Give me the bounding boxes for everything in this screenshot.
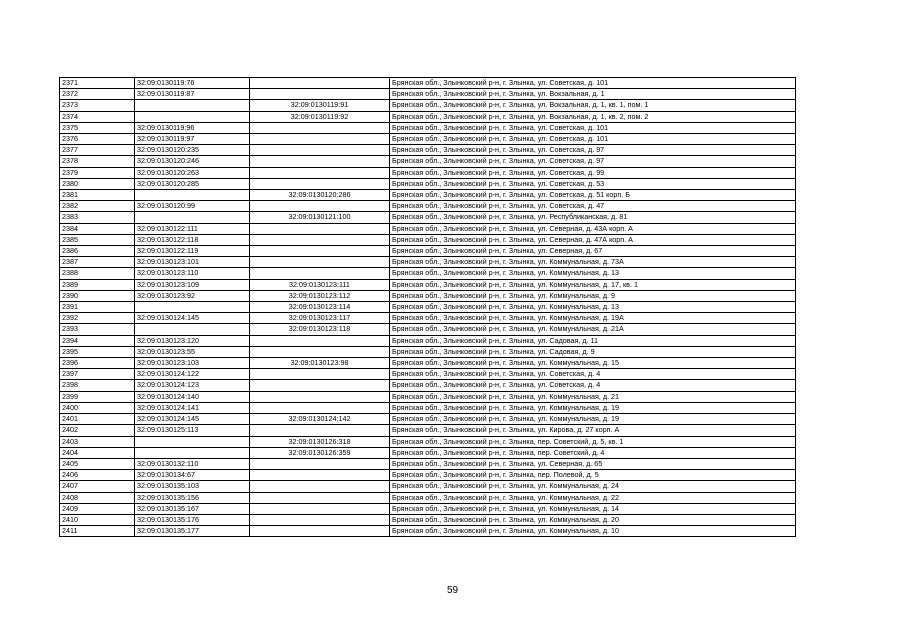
- table-row: [60, 346, 796, 357]
- table-row: [60, 100, 796, 111]
- row-number-cell: 2405: [60, 458, 135, 469]
- table-row: [60, 167, 796, 178]
- related-cadastral-number-cell: 32:09:0130124:142: [250, 414, 390, 425]
- related-cadastral-number-cell: [250, 223, 390, 234]
- related-cadastral-number-cell: [250, 503, 390, 514]
- related-cadastral-number-cell: 32:09:0130123:118: [250, 324, 390, 335]
- address-cell: Брянская обл., Злынковский р-н, г. Злынка, ул. Советская, д. 4: [390, 369, 796, 380]
- address-cell: Брянская обл., Злынковский р-н, г. Злынка, ул. Коммунальная, д. 19А: [390, 313, 796, 324]
- cadastral-number-cell: [135, 100, 250, 111]
- cadastral-number-cell: 32:09:0130124:141: [135, 402, 250, 413]
- row-number-cell: 2380: [60, 178, 135, 189]
- related-cadastral-number-cell: [250, 145, 390, 156]
- table-row: [60, 302, 796, 313]
- cadastral-number-cell: 32:09:0130119:76: [135, 78, 250, 89]
- address-cell: Брянская обл., Злынковский р-н, г. Злынка, пер. Советский, д. 4: [390, 447, 796, 458]
- cadastral-number-cell: 32:09:0130120:99: [135, 201, 250, 212]
- cadastral-number-cell: 32:09:0130119:87: [135, 89, 250, 100]
- table-row: [60, 223, 796, 234]
- table-row: [60, 89, 796, 100]
- row-number-cell: 2396: [60, 358, 135, 369]
- related-cadastral-number-cell: [250, 470, 390, 481]
- table-row: [60, 369, 796, 380]
- row-number-cell: 2391: [60, 302, 135, 313]
- table-row: [60, 447, 796, 458]
- cadastral-number-cell: 32:09:0130122:119: [135, 246, 250, 257]
- cadastral-number-cell: 32:09:0130119:97: [135, 134, 250, 145]
- table-row: [60, 279, 796, 290]
- table-row: [60, 358, 796, 369]
- registry-table: [59, 77, 796, 537]
- related-cadastral-number-cell: [250, 425, 390, 436]
- related-cadastral-number-cell: [250, 458, 390, 469]
- cadastral-number-cell: 32:09:0130135:156: [135, 492, 250, 503]
- address-cell: Брянская обл., Злынковский р-н, г. Злынка, ул. Коммунальная, д. 15: [390, 358, 796, 369]
- address-cell: Брянская обл., Злынковский р-н, г. Злынка, ул. Коммунальная, д. 24: [390, 481, 796, 492]
- address-cell: Брянская обл., Злынковский р-н, г. Злынка, ул. Вокзальная, д. 1, кв. 1, пом. 1: [390, 100, 796, 111]
- address-cell: Брянская обл., Злынковский р-н, г. Злынка, ул. Советская, д. 97: [390, 145, 796, 156]
- row-number-cell: 2404: [60, 447, 135, 458]
- cadastral-number-cell: [135, 447, 250, 458]
- address-cell: Брянская обл., Злынковский р-н, г. Злынка, ул. Северная, д. 43А корп. А: [390, 223, 796, 234]
- table-row: [60, 436, 796, 447]
- address-cell: Брянская обл., Злынковский р-н, г. Злынка, ул. Коммунальная, д. 21: [390, 391, 796, 402]
- table-row: [60, 391, 796, 402]
- table-row: [60, 425, 796, 436]
- table-row: [60, 156, 796, 167]
- cadastral-number-cell: 32:09:0130120:235: [135, 145, 250, 156]
- related-cadastral-number-cell: 32:09:0130126:359: [250, 447, 390, 458]
- table-row: [60, 481, 796, 492]
- cadastral-number-cell: 32:09:0130120:285: [135, 178, 250, 189]
- row-number-cell: 2371: [60, 78, 135, 89]
- address-cell: Брянская обл., Злынковский р-н, г. Злынка, ул. Садовая, д. 11: [390, 335, 796, 346]
- table-row: [60, 257, 796, 268]
- row-number-cell: 2385: [60, 234, 135, 245]
- row-number-cell: 2381: [60, 190, 135, 201]
- page-number: 59: [446, 585, 459, 596]
- related-cadastral-number-cell: [250, 201, 390, 212]
- table-row: [60, 111, 796, 122]
- address-cell: Брянская обл., Злынковский р-н, г. Злынка, ул. Советская, д. 101: [390, 78, 796, 89]
- row-number-cell: 2379: [60, 167, 135, 178]
- address-cell: Брянская обл., Злынковский р-н, г. Злынка, пер. Полевой, д. 5: [390, 470, 796, 481]
- address-cell: Брянская обл., Злынковский р-н, г. Злынка, ул. Садовая, д. 9: [390, 346, 796, 357]
- address-cell: Брянская обл., Злынковский р-н, г. Злынка, ул. Коммунальная, д. 20: [390, 514, 796, 525]
- address-cell: Брянская обл., Злынковский р-н, г. Злынка, ул. Коммунальная, д. 73А: [390, 257, 796, 268]
- cadastral-number-cell: 32:09:0130134:67: [135, 470, 250, 481]
- related-cadastral-number-cell: [250, 391, 390, 402]
- related-cadastral-number-cell: 32:09:0130123:98: [250, 358, 390, 369]
- table-row: [60, 122, 796, 133]
- table-row: [60, 335, 796, 346]
- address-cell: Брянская обл., Злынковский р-н, г. Злынка, ул. Вокзальная, д. 1: [390, 89, 796, 100]
- row-number-cell: 2390: [60, 290, 135, 301]
- table-row: [60, 246, 796, 257]
- row-number-cell: 2394: [60, 335, 135, 346]
- row-number-cell: 2409: [60, 503, 135, 514]
- cadastral-number-cell: 32:09:0130135:177: [135, 526, 250, 537]
- address-cell: Брянская обл., Злынковский р-н, г. Злынка, ул. Коммунальная, д. 14: [390, 503, 796, 514]
- address-cell: Брянская обл., Злынковский р-н, г. Злынка, ул. Советская, д. 53: [390, 178, 796, 189]
- address-cell: Брянская обл., Злынковский р-н, г. Злынка, ул. Коммунальная, д. 22: [390, 492, 796, 503]
- address-cell: Брянская обл., Злынковский р-н, г. Злынка, ул. Коммунальная, д. 10: [390, 526, 796, 537]
- registry-table-body: [60, 78, 796, 537]
- row-number-cell: 2397: [60, 369, 135, 380]
- address-cell: Брянская обл., Злынковский р-н, г. Злынка, ул. Советская, д. 101: [390, 122, 796, 133]
- row-number-cell: 2384: [60, 223, 135, 234]
- address-cell: Брянская обл., Злынковский р-н, г. Злынка, ул. Советская, д. 101: [390, 134, 796, 145]
- address-cell: Брянская обл., Злынковский р-н, г. Злынка, ул. Кирова, д. 27 корп. А: [390, 425, 796, 436]
- address-cell: Брянская обл., Злынковский р-н, г. Злынка, ул. Советская, д. 51 корп. Б: [390, 190, 796, 201]
- table-row: [60, 492, 796, 503]
- related-cadastral-number-cell: [250, 492, 390, 503]
- cadastral-number-cell: [135, 436, 250, 447]
- row-number-cell: 2373: [60, 100, 135, 111]
- cadastral-number-cell: 32:09:0130122:111: [135, 223, 250, 234]
- row-number-cell: 2401: [60, 414, 135, 425]
- table-row: [60, 145, 796, 156]
- address-cell: Брянская обл., Злынковский р-н, г. Злынка, ул. Республиканская, д. 81: [390, 212, 796, 223]
- cadastral-number-cell: 32:09:0130135:167: [135, 503, 250, 514]
- cadastral-number-cell: 32:09:0130124:122: [135, 369, 250, 380]
- row-number-cell: 2410: [60, 514, 135, 525]
- table-row: [60, 290, 796, 301]
- address-cell: Брянская обл., Злынковский р-н, г. Злынка, ул. Коммунальная, д. 9: [390, 290, 796, 301]
- cadastral-number-cell: [135, 302, 250, 313]
- row-number-cell: 2382: [60, 201, 135, 212]
- row-number-cell: 2387: [60, 257, 135, 268]
- row-number-cell: 2392: [60, 313, 135, 324]
- row-number-cell: 2375: [60, 122, 135, 133]
- related-cadastral-number-cell: 32:09:0130119:91: [250, 100, 390, 111]
- related-cadastral-number-cell: 32:09:0130123:114: [250, 302, 390, 313]
- related-cadastral-number-cell: [250, 346, 390, 357]
- row-number-cell: 2378: [60, 156, 135, 167]
- related-cadastral-number-cell: 32:09:0130123:111: [250, 279, 390, 290]
- cadastral-number-cell: [135, 324, 250, 335]
- address-cell: Брянская обл., Злынковский р-н, г. Злынка, ул. Коммунальная, д. 19: [390, 402, 796, 413]
- row-number-cell: 2376: [60, 134, 135, 145]
- table-row: [60, 178, 796, 189]
- related-cadastral-number-cell: [250, 268, 390, 279]
- related-cadastral-number-cell: [250, 89, 390, 100]
- cadastral-number-cell: [135, 212, 250, 223]
- cadastral-number-cell: 32:09:0130123:120: [135, 335, 250, 346]
- related-cadastral-number-cell: [250, 122, 390, 133]
- address-cell: Брянская обл., Злынковский р-н, г. Злынка, ул. Коммунальная, д. 21А: [390, 324, 796, 335]
- address-cell: Брянская обл., Злынковский р-н, г. Злынка, ул. Советская, д. 47: [390, 201, 796, 212]
- cadastral-number-cell: 32:09:0130122:118: [135, 234, 250, 245]
- row-number-cell: 2388: [60, 268, 135, 279]
- cadastral-number-cell: 32:09:0130135:103: [135, 481, 250, 492]
- related-cadastral-number-cell: [250, 335, 390, 346]
- cadastral-number-cell: 32:09:0130123:55: [135, 346, 250, 357]
- cadastral-number-cell: 32:09:0130125:113: [135, 425, 250, 436]
- row-number-cell: 2393: [60, 324, 135, 335]
- related-cadastral-number-cell: [250, 234, 390, 245]
- cadastral-number-cell: 32:09:0130135:176: [135, 514, 250, 525]
- related-cadastral-number-cell: 32:09:0130121:100: [250, 212, 390, 223]
- related-cadastral-number-cell: 32:09:0130126:318: [250, 436, 390, 447]
- address-cell: Брянская обл., Злынковский р-н, г. Злынка, ул. Северная, д. 65: [390, 458, 796, 469]
- cadastral-number-cell: 32:09:0130124:123: [135, 380, 250, 391]
- related-cadastral-number-cell: [250, 369, 390, 380]
- table-row: [60, 78, 796, 89]
- cadastral-number-cell: 32:09:0130132:110: [135, 458, 250, 469]
- table-row: [60, 313, 796, 324]
- address-cell: Брянская обл., Злынковский р-н, г. Злынка, ул. Коммунальная, д. 17, кв. 1: [390, 279, 796, 290]
- table-row: [60, 190, 796, 201]
- cadastral-number-cell: 32:09:0130123:110: [135, 268, 250, 279]
- table-row: [60, 380, 796, 391]
- table-row: [60, 324, 796, 335]
- address-cell: Брянская обл., Злынковский р-н, г. Злынка, ул. Советская, д. 4: [390, 380, 796, 391]
- table-row: [60, 268, 796, 279]
- row-number-cell: 2398: [60, 380, 135, 391]
- row-number-cell: 2383: [60, 212, 135, 223]
- row-number-cell: 2406: [60, 470, 135, 481]
- related-cadastral-number-cell: [250, 380, 390, 391]
- cadastral-number-cell: 32:09:0130124:140: [135, 391, 250, 402]
- related-cadastral-number-cell: [250, 134, 390, 145]
- related-cadastral-number-cell: 32:09:0130119:92: [250, 111, 390, 122]
- row-number-cell: 2389: [60, 279, 135, 290]
- table-row: [60, 470, 796, 481]
- related-cadastral-number-cell: [250, 78, 390, 89]
- related-cadastral-number-cell: 32:09:0130120:286: [250, 190, 390, 201]
- table-row: [60, 234, 796, 245]
- address-cell: Брянская обл., Злынковский р-н, г. Злынка, ул. Северная, д. 47А корп. А: [390, 234, 796, 245]
- related-cadastral-number-cell: [250, 257, 390, 268]
- row-number-cell: 2377: [60, 145, 135, 156]
- cadastral-number-cell: 32:09:0130123:101: [135, 257, 250, 268]
- address-cell: Брянская обл., Злынковский р-н, г. Злынка, ул. Советская, д. 97: [390, 156, 796, 167]
- cadastral-number-cell: 32:09:0130120:263: [135, 167, 250, 178]
- table-row: [60, 402, 796, 413]
- cadastral-number-cell: [135, 190, 250, 201]
- address-cell: Брянская обл., Злынковский р-н, г. Злынка, ул. Коммунальная, д. 19: [390, 414, 796, 425]
- address-cell: Брянская обл., Злынковский р-н, г. Злынка, ул. Коммунальная, д. 13: [390, 268, 796, 279]
- related-cadastral-number-cell: [250, 246, 390, 257]
- related-cadastral-number-cell: [250, 481, 390, 492]
- related-cadastral-number-cell: 32:09:0130123:112: [250, 290, 390, 301]
- table-row: [60, 134, 796, 145]
- cadastral-number-cell: 32:09:0130124:145: [135, 313, 250, 324]
- cadastral-number-cell: 32:09:0130123:109: [135, 279, 250, 290]
- cadastral-number-cell: 32:09:0130124:145: [135, 414, 250, 425]
- address-cell: Брянская обл., Злынковский р-н, г. Злынка, ул. Вокзальная, д. 1, кв. 2, пом. 2: [390, 111, 796, 122]
- row-number-cell: 2403: [60, 436, 135, 447]
- table-row: [60, 526, 796, 537]
- row-number-cell: 2402: [60, 425, 135, 436]
- related-cadastral-number-cell: [250, 167, 390, 178]
- table-row: [60, 514, 796, 525]
- table-row: [60, 201, 796, 212]
- table-row: [60, 212, 796, 223]
- row-number-cell: 2408: [60, 492, 135, 503]
- related-cadastral-number-cell: [250, 402, 390, 413]
- table-row: [60, 503, 796, 514]
- table-row: [60, 414, 796, 425]
- cadastral-number-cell: 32:09:0130119:96: [135, 122, 250, 133]
- address-cell: Брянская обл., Злынковский р-н, г. Злынка, ул. Северная, д. 67: [390, 246, 796, 257]
- row-number-cell: 2374: [60, 111, 135, 122]
- cadastral-number-cell: 32:09:0130120:246: [135, 156, 250, 167]
- row-number-cell: 2411: [60, 526, 135, 537]
- row-number-cell: 2395: [60, 346, 135, 357]
- cadastral-number-cell: 32:09:0130123:92: [135, 290, 250, 301]
- row-number-cell: 2386: [60, 246, 135, 257]
- related-cadastral-number-cell: 32:09:0130123:117: [250, 313, 390, 324]
- address-cell: Брянская обл., Злынковский р-н, г. Злынка, ул. Советская, д. 99: [390, 167, 796, 178]
- row-number-cell: 2372: [60, 89, 135, 100]
- related-cadastral-number-cell: [250, 156, 390, 167]
- address-cell: Брянская обл., Злынковский р-н, г. Злынка, пер. Советский, д. 5, кв. 1: [390, 436, 796, 447]
- table-row: [60, 458, 796, 469]
- related-cadastral-number-cell: [250, 178, 390, 189]
- address-cell: Брянская обл., Злынковский р-н, г. Злынка, ул. Коммунальная, д. 13: [390, 302, 796, 313]
- row-number-cell: 2400: [60, 402, 135, 413]
- related-cadastral-number-cell: [250, 514, 390, 525]
- related-cadastral-number-cell: [250, 526, 390, 537]
- row-number-cell: 2399: [60, 391, 135, 402]
- row-number-cell: 2407: [60, 481, 135, 492]
- cadastral-number-cell: 32:09:0130123:103: [135, 358, 250, 369]
- cadastral-number-cell: [135, 111, 250, 122]
